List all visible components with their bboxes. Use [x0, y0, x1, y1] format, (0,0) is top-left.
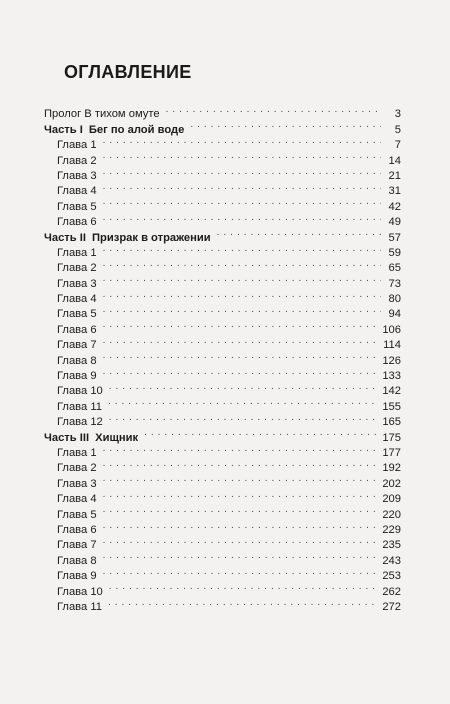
dot-leader: [190, 117, 381, 132]
page-number: 220: [382, 508, 401, 521]
page-number: 243: [382, 554, 401, 567]
page-number: 21: [388, 169, 401, 182]
toc-entry-chapter: [44, 518, 401, 536]
part-number: Часть I: [44, 123, 83, 136]
entry-title: Бег по алой воде: [88, 123, 185, 136]
dot-leader: [144, 425, 378, 440]
dot-leader: [103, 548, 379, 563]
page-number: 165: [382, 416, 401, 429]
page-number: 133: [382, 370, 401, 383]
entry-title: Глава 12: [57, 416, 103, 429]
entry-title: Глава 9: [57, 370, 97, 383]
page-number: 57: [388, 231, 401, 244]
page-number: 202: [382, 477, 401, 490]
page-number: 31: [388, 185, 401, 198]
toc-entry-chapter: [44, 364, 401, 383]
page-number: 262: [382, 585, 401, 598]
toc-entry-part: [44, 225, 401, 244]
toc-entry-chapter: [44, 579, 401, 598]
dot-leader: [103, 348, 379, 363]
dot-leader: [103, 302, 381, 317]
dot-leader: [109, 410, 379, 425]
page-number: 59: [388, 246, 401, 259]
entry-title: Глава 6: [57, 216, 97, 229]
toc-entry-chapter: [44, 271, 401, 290]
entry-title: Глава 2: [57, 462, 97, 475]
entry-title: Глава 4: [57, 293, 97, 306]
dot-leader: [103, 533, 379, 548]
toc-entry-chapter: [44, 256, 401, 275]
entry-title: Глава 11: [57, 400, 102, 413]
page-number: 126: [382, 354, 401, 367]
dot-leader: [103, 364, 379, 379]
toc-entry-chapter: [44, 456, 401, 475]
dot-leader: [103, 164, 381, 179]
entry-title: Глава 5: [57, 508, 97, 521]
page-number: 114: [383, 339, 401, 352]
dot-leader: [103, 194, 381, 209]
page-number: 14: [388, 154, 401, 167]
dot-leader: [103, 287, 381, 302]
page-number: 235: [382, 539, 401, 552]
dot-leader: [108, 394, 378, 409]
entry-title: Глава 8: [57, 554, 97, 567]
toc-entry-chapter: [44, 148, 401, 167]
part-number: Часть III: [44, 431, 90, 444]
dot-leader: [103, 317, 379, 332]
dot-leader: [103, 148, 381, 163]
page-number: 272: [382, 600, 401, 613]
entry-title: Хищник: [95, 431, 139, 444]
toc-entry-chapter: [44, 194, 401, 213]
toc-entry-chapter: [44, 379, 401, 398]
toc-entry-chapter: [44, 564, 401, 583]
page-number: 49: [388, 216, 401, 229]
toc-entry-chapter: [44, 548, 401, 567]
toc-entry-chapter: [44, 302, 401, 321]
page-number: 229: [382, 523, 401, 536]
dot-leader: [109, 579, 379, 594]
dot-leader: [103, 133, 381, 148]
dot-leader: [103, 241, 381, 256]
dot-leader: [103, 441, 379, 456]
toc-entry-chapter: [44, 348, 401, 367]
entry-title: Глава 3: [57, 477, 97, 490]
table-of-contents: [44, 102, 401, 613]
page-number: 5: [394, 123, 401, 136]
entry-title: Глава 2: [57, 154, 97, 167]
toc-entry-prologue: [44, 102, 401, 121]
dot-leader: [103, 333, 380, 348]
page-number: 80: [388, 293, 401, 306]
dot-leader: [103, 502, 379, 517]
entry-title: Глава 1: [57, 246, 97, 259]
entry-title: Глава 6: [57, 523, 97, 536]
entry-title: Глава 1: [57, 139, 97, 152]
dot-leader: [103, 179, 381, 194]
entry-title: Глава 10: [57, 385, 103, 398]
entry-title: Глава 6: [57, 323, 97, 336]
toc-entry-chapter: [44, 502, 401, 521]
entry-title: Глава 5: [57, 200, 97, 213]
page-number: 94: [388, 308, 401, 321]
entry-title: Глава 4: [57, 185, 97, 198]
entry-title: Глава 7: [57, 339, 97, 352]
dot-leader: [109, 379, 379, 394]
page-number: 175: [382, 431, 401, 444]
toc-entry-chapter: [44, 471, 401, 490]
entry-title: Призрак в отражении: [92, 231, 211, 244]
dot-leader: [103, 518, 379, 533]
dot-leader: [103, 210, 381, 225]
toc-entry-chapter: [44, 164, 401, 182]
page-number: 192: [382, 462, 401, 475]
page-number: 42: [388, 200, 401, 213]
entry-title: Глава 3: [57, 277, 97, 290]
dot-leader: [103, 271, 381, 286]
part-number: Часть II: [44, 231, 86, 244]
page-number: 73: [388, 277, 401, 290]
entry-title: Глава 9: [57, 570, 97, 583]
dot-leader: [108, 595, 378, 610]
dot-leader: [166, 102, 381, 117]
toc-heading: ОГЛАВЛЕНИЕ: [64, 62, 192, 82]
page-number: 3: [394, 108, 401, 121]
entry-title: Глава 1: [57, 446, 97, 459]
entry-title: Пролог В тихом омуте: [44, 108, 160, 121]
toc-entry-chapter: [44, 487, 401, 506]
dot-leader: [217, 225, 381, 240]
entry-title: Глава 11: [57, 600, 102, 613]
page-number: 65: [388, 262, 401, 275]
toc-entry-chapter: [44, 179, 401, 198]
entry-title: Глава 2: [57, 262, 97, 275]
page-number: 177: [382, 446, 401, 459]
entry-title: Глава 7: [57, 539, 97, 552]
entry-title: Глава 3: [57, 169, 97, 182]
dot-leader: [103, 487, 379, 502]
page-number: 155: [382, 400, 401, 413]
entry-title: Глава 4: [57, 493, 97, 506]
page-number: 106: [382, 323, 401, 336]
dot-leader: [103, 256, 381, 271]
entry-title: Глава 8: [57, 354, 97, 367]
toc-entry-chapter: [44, 287, 401, 306]
dot-leader: [103, 471, 379, 486]
dot-leader: [103, 564, 379, 579]
toc-entry-chapter: [44, 317, 401, 336]
toc-entry-chapter: [44, 210, 401, 229]
entry-title: Глава 5: [57, 308, 97, 321]
dot-leader: [103, 456, 379, 471]
entry-title: Глава 10: [57, 585, 103, 598]
toc-entry-chapter: [44, 333, 401, 352]
page-number: 253: [382, 570, 401, 583]
page-number: 7: [394, 139, 401, 152]
page-number: 209: [382, 493, 401, 506]
page-number: 142: [382, 385, 401, 398]
toc-entry-chapter: [44, 533, 401, 552]
